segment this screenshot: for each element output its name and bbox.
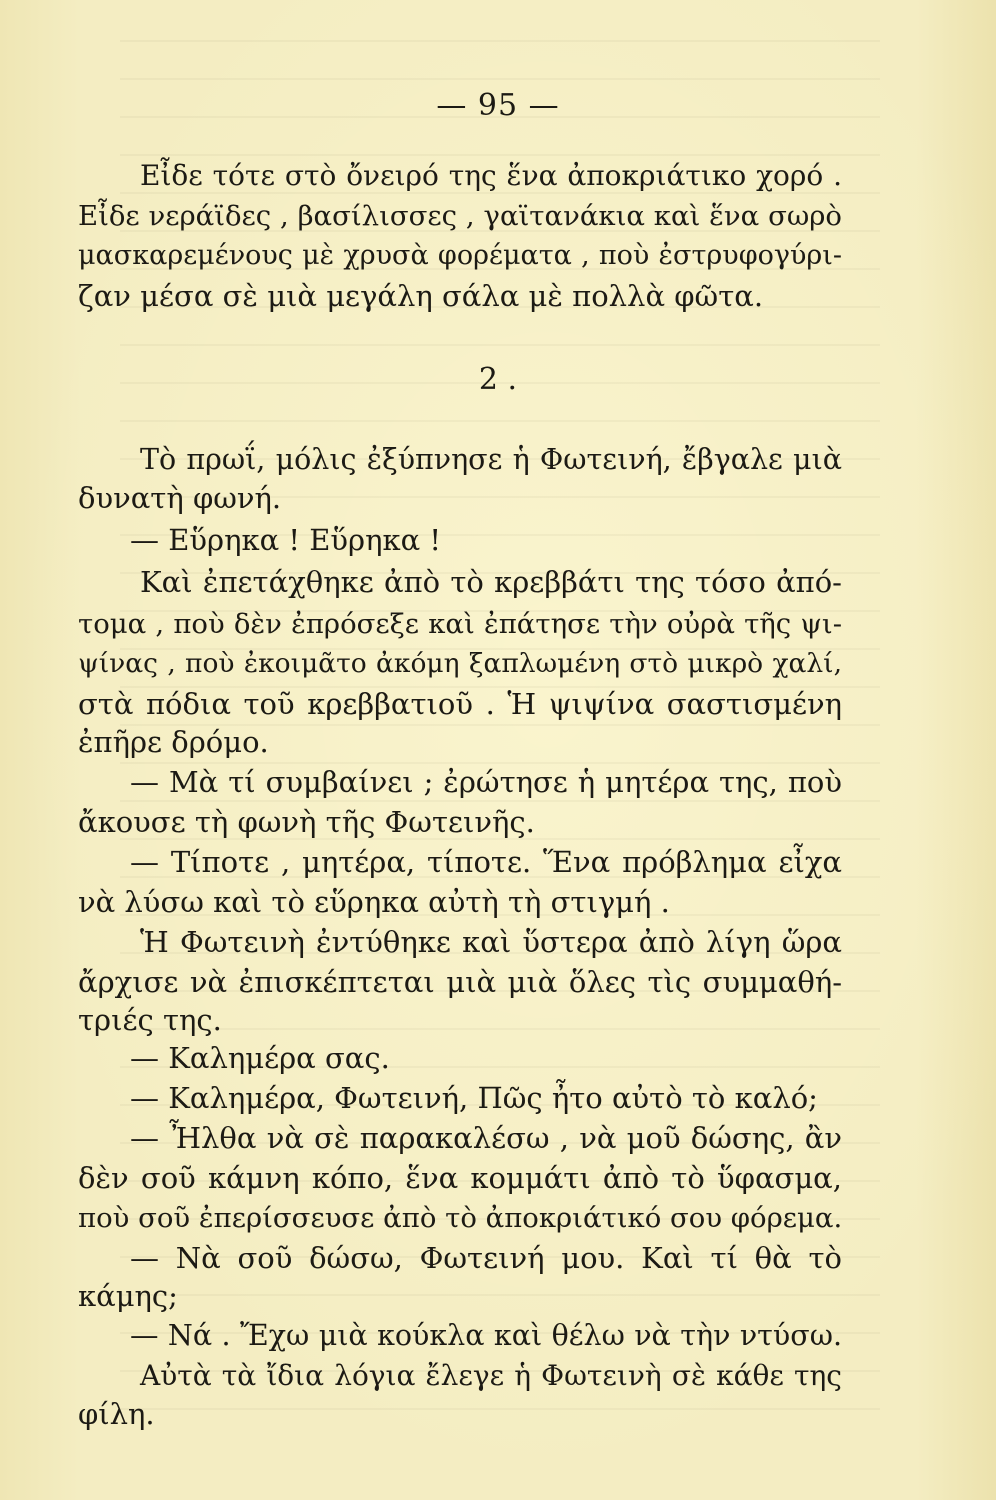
dialogue-line: — Εὕρηκα ! Εὕρηκα ! <box>130 523 442 557</box>
text-line: στὰ πόδια τοῦ κρεββατιοῦ . Ἡ ψιψίνα σαστισμένη <box>78 687 842 721</box>
text-line: ποὺ σοῦ ἐπερίσσευσε ἀπὸ τὸ ἀποκριάτικό σου φόρεμα. <box>78 1202 843 1234</box>
dialogue-line: — Νά . Ἔχω μιὰ κούκλα καὶ θέλω νὰ τὴν ντύσω. <box>130 1319 842 1352</box>
section-number: 2 . <box>478 362 518 397</box>
text-line: Εἶδε τότε στὸ ὄνειρό της ἕνα ἀποκριάτικο χορό . <box>140 159 842 192</box>
dialogue-line: — Καλημέρα σας. <box>130 1041 390 1075</box>
dialogue-line: — Ἦλθα νὰ σὲ παρακαλέσω , νὰ μοῦ δώσης, ἂν <box>130 1121 842 1155</box>
text-line: νὰ λύσω καὶ τὸ εὕρηκα αὐτὴ τὴ στιγμή . <box>78 885 670 919</box>
text-line: ζαν μέσα σὲ μιὰ μεγάλη σάλα μὲ πολλὰ φῶτα. <box>78 279 764 313</box>
text-line: φίλη. <box>78 1397 155 1431</box>
text-line: ἄκουσε τὴ φωνὴ τῆς Φωτεινῆς. <box>78 805 535 839</box>
text-line: Τὸ πρωΐ, μόλις ἐξύπνησε ἡ Φωτεινή, ἔβγαλε μιὰ <box>140 443 842 476</box>
dialogue-line: — Καλημέρα, Φωτεινή, Πῶς ἦτο αὐτὸ τὸ καλό; <box>130 1081 818 1115</box>
text-line: ἄρχισε νὰ ἐπισκέπτεται μιὰ μιὰ ὅλες τὶς συμμαθή- <box>78 965 842 999</box>
text-line: μασκαρεμένους μὲ χρυσὰ φορέματα , ποὺ ἐστρυφογύρι- <box>78 240 842 271</box>
dialogue-line: — Τίποτε , μητέρα, τίποτε. Ἕνα πρόβλημα εἶχα <box>130 845 842 879</box>
text-line: δὲν σοῦ κάμνη κόπο, ἕνα κομμάτι ἀπὸ τὸ ὕφασμα, <box>78 1161 842 1195</box>
text-line: ψίνας , ποὺ ἐκοιμᾶτο ἀκόμη ξαπλωμένη στὸ μικρὸ χαλί, <box>78 648 842 679</box>
text-line: Εἶδε νεράϊδες , βασίλισσες , γαϊτανάκια καὶ ἕνα σωρὸ <box>78 200 842 232</box>
text-line: κάμης; <box>78 1279 178 1313</box>
text-line: τριές της. <box>78 1003 222 1037</box>
text-line: Ἡ Φωτεινὴ ἐντύθηκε καὶ ὕστερα ἀπὸ λίγη ὥρα <box>140 925 842 959</box>
dialogue-line: — Νὰ σοῦ δώσω, Φωτεινή μου. Καὶ τί θὰ τὸ <box>130 1241 842 1275</box>
text-line: ἐπῆρε δρόμο. <box>78 725 269 759</box>
dialogue-line: — Μὰ τί συμβαίνει ; ἐρώτησε ἡ μητέρα της, ποὺ <box>130 765 842 799</box>
text-line: Καὶ ἐπετάχθηκε ἀπὸ τὸ κρεββάτι της τόσο ἀπό- <box>140 565 842 599</box>
text-line: τομα , ποὺ δὲν ἐπρόσεξε καὶ ἐπάτησε τὴν οὐρὰ τῆς ψι- <box>78 608 842 640</box>
page-number: — 95 — <box>436 88 560 123</box>
text-line: Αὐτὰ τὰ ἴδια λόγια ἔλεγε ἡ Φωτεινὴ σὲ κάθε της <box>140 1359 842 1392</box>
text-line: δυνατὴ φωνή. <box>78 481 282 515</box>
